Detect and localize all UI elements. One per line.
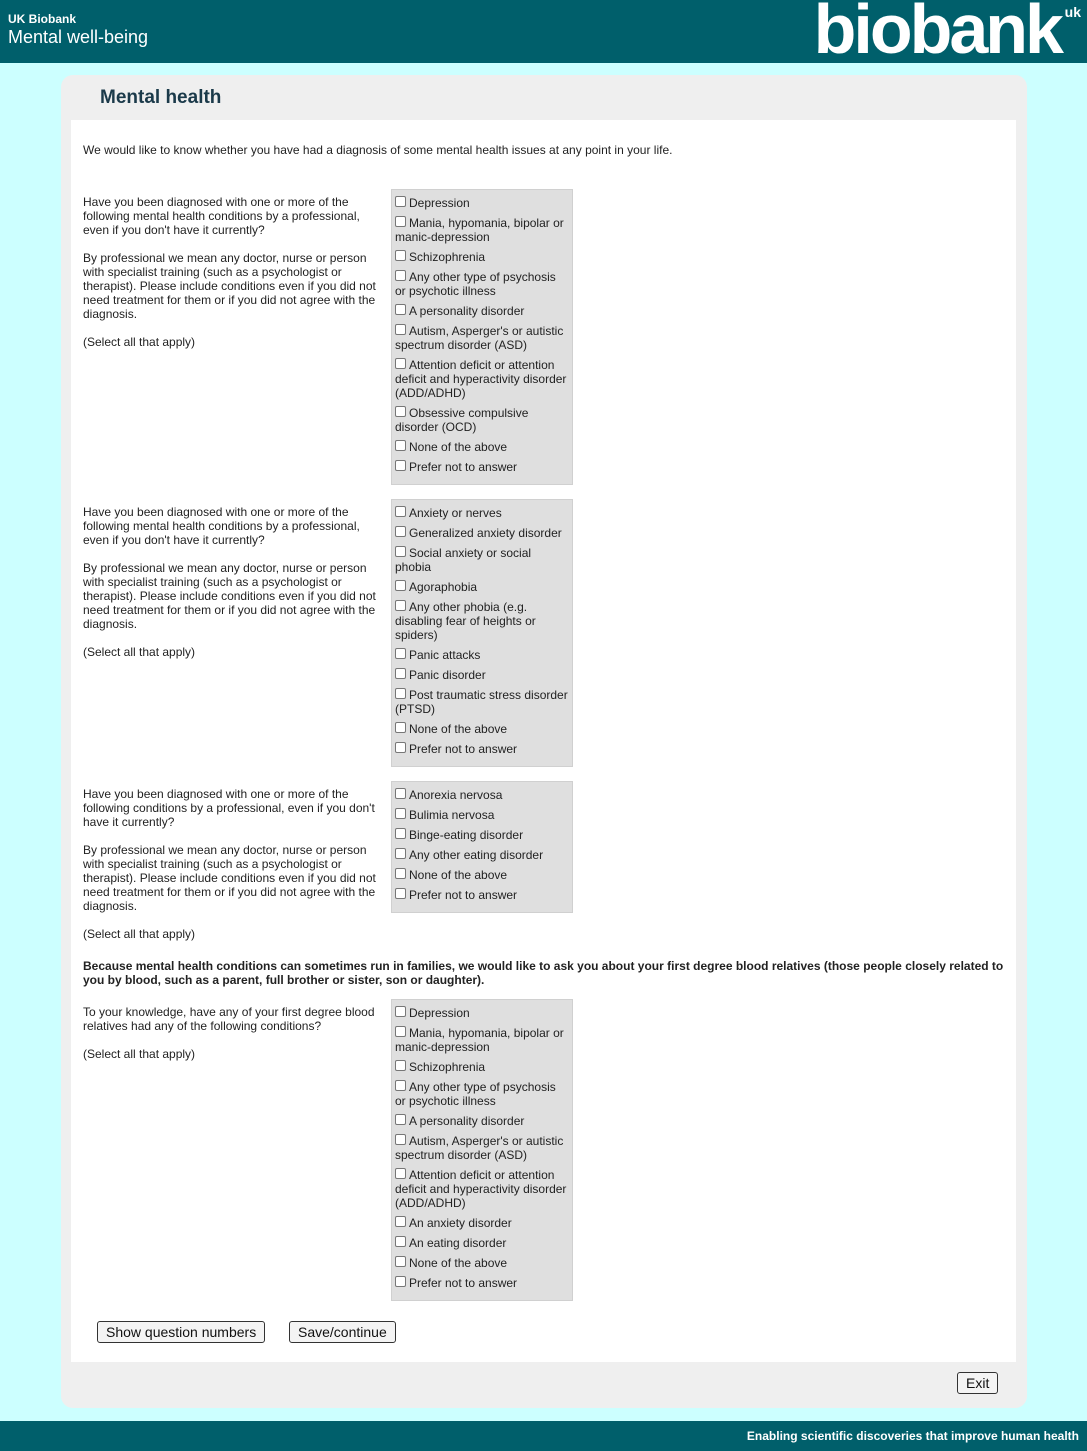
biobank-logo: biobank [813, 0, 1061, 68]
option-q3-1[interactable] [395, 808, 568, 822]
option-label: Prefer not to answer [409, 460, 518, 474]
question-1-options [391, 189, 573, 485]
question-2-definition: By professional we mean any doctor, nurse or person with specialist training (such as a psychologist or therapist). Please include conditions even if you did not need treatment for them or if you did not agree with the diagnosis. [83, 561, 376, 631]
option-label: Prefer not to answer [409, 888, 518, 902]
checkbox[interactable] [395, 580, 406, 591]
option-q1-5[interactable] [395, 324, 568, 352]
option-q1-6[interactable] [395, 358, 568, 400]
checkbox[interactable] [395, 828, 406, 839]
question-4-instruction: (Select all that apply) [83, 1047, 196, 1061]
checkbox[interactable] [395, 1236, 406, 1247]
option-q3-3[interactable] [395, 848, 568, 862]
checkbox[interactable] [395, 270, 406, 281]
question-2-prompt: Have you been diagnosed with one or more of the following mental health conditions by a professional, even if you don't have it currently? [83, 505, 360, 547]
checkbox[interactable] [395, 742, 406, 753]
option-q2-1[interactable] [395, 526, 568, 540]
question-3-options [391, 781, 573, 913]
checkbox[interactable] [395, 440, 406, 451]
option-q4-1[interactable] [395, 1026, 568, 1054]
checkbox[interactable] [395, 506, 406, 517]
option-q1-1[interactable] [395, 216, 568, 244]
main-panel [61, 75, 1027, 1408]
checkbox[interactable] [395, 600, 406, 611]
checkbox[interactable] [395, 1256, 406, 1267]
option-q4-4[interactable] [395, 1114, 568, 1128]
exit-button[interactable]: Exit [957, 1372, 998, 1394]
checkbox[interactable] [395, 196, 406, 207]
checkbox[interactable] [395, 546, 406, 557]
checkbox[interactable] [395, 250, 406, 261]
checkbox[interactable] [395, 668, 406, 679]
logo-suffix: uk [1064, 4, 1081, 20]
section-title: Mental well-being [8, 27, 149, 47]
question-2-text [83, 505, 378, 673]
option-label: Any other type of psychosis or psychotic illness [395, 1080, 556, 1108]
option-q2-4[interactable] [395, 600, 568, 642]
option-q4-5[interactable] [395, 1134, 568, 1162]
intro-text: We would like to know whether you have had a diagnosis of some mental health issues at any point in your life. [83, 143, 673, 157]
option-label: Social anxiety or social phobia [395, 546, 532, 574]
checkbox[interactable] [395, 1026, 406, 1037]
option-q3-4[interactable] [395, 868, 568, 882]
option-q4-10[interactable] [395, 1276, 568, 1290]
checkbox[interactable] [395, 358, 406, 369]
checkbox[interactable] [395, 324, 406, 335]
option-label: Autism, Asperger's or autistic spectrum disorder (ASD) [395, 324, 564, 352]
checkbox[interactable] [395, 1168, 406, 1179]
question-2-options [391, 499, 573, 767]
option-label: Anxiety or nerves [409, 506, 502, 520]
show-question-numbers-button[interactable]: Show question numbers [97, 1321, 265, 1343]
option-q1-4[interactable] [395, 304, 568, 318]
save-continue-button[interactable]: Save/continue [289, 1321, 396, 1343]
checkbox[interactable] [395, 1006, 406, 1017]
question-1-instruction: (Select all that apply) [83, 335, 196, 349]
option-label: Obsessive compulsive disorder (OCD) [395, 406, 529, 434]
checkbox[interactable] [395, 808, 406, 819]
option-q2-0[interactable] [395, 506, 568, 520]
option-q1-7[interactable] [395, 406, 568, 434]
option-q1-0[interactable] [395, 196, 568, 210]
question-3-definition: By professional we mean any doctor, nurse or person with specialist training (such as a psychologist or therapist). Please include conditions even if you did not need treatment for them or if you did not agree with the diagnosis. [83, 843, 376, 913]
footer-tagline: Enabling scientific discoveries that improve human health [746, 1429, 1079, 1443]
option-label: Depression [409, 1006, 470, 1020]
option-q2-7[interactable] [395, 688, 568, 716]
option-label: Post traumatic stress disorder (PTSD) [395, 688, 568, 716]
option-label: Panic disorder [409, 668, 486, 682]
checkbox[interactable] [395, 648, 406, 659]
checkbox[interactable] [395, 304, 406, 315]
question-1-text [83, 195, 378, 363]
option-label: A personality disorder [409, 304, 525, 318]
option-label: An eating disorder [409, 1236, 507, 1250]
option-q3-5[interactable] [395, 888, 568, 902]
checkbox[interactable] [395, 460, 406, 471]
option-label: Prefer not to answer [409, 1276, 518, 1290]
option-q4-0[interactable] [395, 1006, 568, 1020]
option-label: Mania, hypomania, bipolar or manic-depression [395, 216, 564, 244]
checkbox[interactable] [395, 788, 406, 799]
option-label: Attention deficit or attention deficit and hyperactivity disorder (ADD/ADHD) [395, 1168, 567, 1210]
question-4-prompt: To your knowledge, have any of your first degree blood relatives had any of the following conditions? [83, 1005, 375, 1033]
checkbox[interactable] [395, 1134, 406, 1145]
option-label: Bulimia nervosa [409, 808, 495, 822]
option-label: Anorexia nervosa [409, 788, 503, 802]
checkbox[interactable] [395, 1080, 406, 1091]
option-label: A personality disorder [409, 1114, 525, 1128]
header-bar [0, 0, 1087, 68]
option-q2-9[interactable] [395, 742, 568, 756]
option-label: Autism, Asperger's or autistic spectrum disorder (ASD) [395, 1134, 564, 1162]
option-q3-2[interactable] [395, 828, 568, 842]
org-name: UK Biobank [8, 12, 77, 26]
checkbox[interactable] [395, 848, 406, 859]
option-q2-3[interactable] [395, 580, 568, 594]
option-label: Binge-eating disorder [409, 828, 524, 842]
option-q2-5[interactable] [395, 648, 568, 662]
checkbox[interactable] [395, 216, 406, 227]
option-label: Agoraphobia [409, 580, 478, 594]
checkbox[interactable] [395, 1114, 406, 1125]
checkbox[interactable] [395, 406, 406, 417]
checkbox[interactable] [395, 888, 406, 899]
page-title: Mental health [100, 87, 222, 108]
option-label: None of the above [409, 722, 508, 736]
option-label: Any other phobia (e.g. disabling fear of heights or spiders) [395, 600, 536, 642]
checkbox[interactable] [395, 722, 406, 733]
option-q1-3[interactable] [395, 270, 568, 298]
option-q4-7[interactable] [395, 1216, 568, 1230]
option-label: Panic attacks [409, 648, 481, 662]
checkbox[interactable] [395, 526, 406, 537]
option-q1-9[interactable] [395, 460, 568, 474]
option-q1-2[interactable] [395, 250, 568, 264]
option-label: Prefer not to answer [409, 742, 518, 756]
option-label: Generalized anxiety disorder [409, 526, 562, 540]
footer-bar [0, 1421, 1087, 1451]
option-label: Any other type of psychosis or psychotic illness [395, 270, 556, 298]
option-label: None of the above [409, 868, 508, 882]
question-1-prompt: Have you been diagnosed with one or more of the following mental health conditions by a professional, even if you don't have it currently? [83, 195, 360, 237]
question-4-options [391, 999, 573, 1301]
question-3-text [83, 787, 378, 955]
option-label: Depression [409, 196, 470, 210]
option-label: None of the above [409, 440, 508, 454]
option-label: An anxiety disorder [409, 1216, 512, 1230]
option-q4-2[interactable] [395, 1060, 568, 1074]
option-label: Any other eating disorder [409, 848, 544, 862]
checkbox[interactable] [395, 688, 406, 699]
option-q4-8[interactable] [395, 1236, 568, 1250]
checkbox[interactable] [395, 1276, 406, 1287]
checkbox[interactable] [395, 1216, 406, 1227]
option-q4-6[interactable] [395, 1168, 568, 1210]
question-1-definition: By professional we mean any doctor, nurse or person with specialist training (such as a psychologist or therapist). Please include conditions even if you did not need treatment for them or if you did not agree with the diagnosis. [83, 251, 376, 321]
question-2-instruction: (Select all that apply) [83, 645, 196, 659]
checkbox[interactable] [395, 1060, 406, 1071]
option-label: Schizophrenia [409, 1060, 486, 1074]
option-q2-8[interactable] [395, 722, 568, 736]
option-label: None of the above [409, 1256, 508, 1270]
question-3-prompt: Have you been diagnosed with one or more of the following conditions by a professional, even if you don't have it currently? [83, 787, 375, 829]
form-content [71, 120, 1016, 1362]
option-q1-8[interactable] [395, 440, 568, 454]
question-3-instruction: (Select all that apply) [83, 927, 196, 941]
family-intro: Because mental health conditions can sometimes run in families, we would like to ask you about your first degree blood relatives (those people closely related to you by blood, such as a parent, full brother or sister, son or daughter). [83, 959, 1004, 987]
question-4-text [83, 1005, 378, 1075]
option-q4-3[interactable] [395, 1080, 568, 1108]
option-q4-9[interactable] [395, 1256, 568, 1270]
option-label: Mania, hypomania, bipolar or manic-depression [395, 1026, 564, 1054]
option-label: Schizophrenia [409, 250, 486, 264]
option-q3-0[interactable] [395, 788, 568, 802]
option-q2-2[interactable] [395, 546, 568, 574]
checkbox[interactable] [395, 868, 406, 879]
option-label: Attention deficit or attention deficit and hyperactivity disorder (ADD/ADHD) [395, 358, 567, 400]
option-q2-6[interactable] [395, 668, 568, 682]
